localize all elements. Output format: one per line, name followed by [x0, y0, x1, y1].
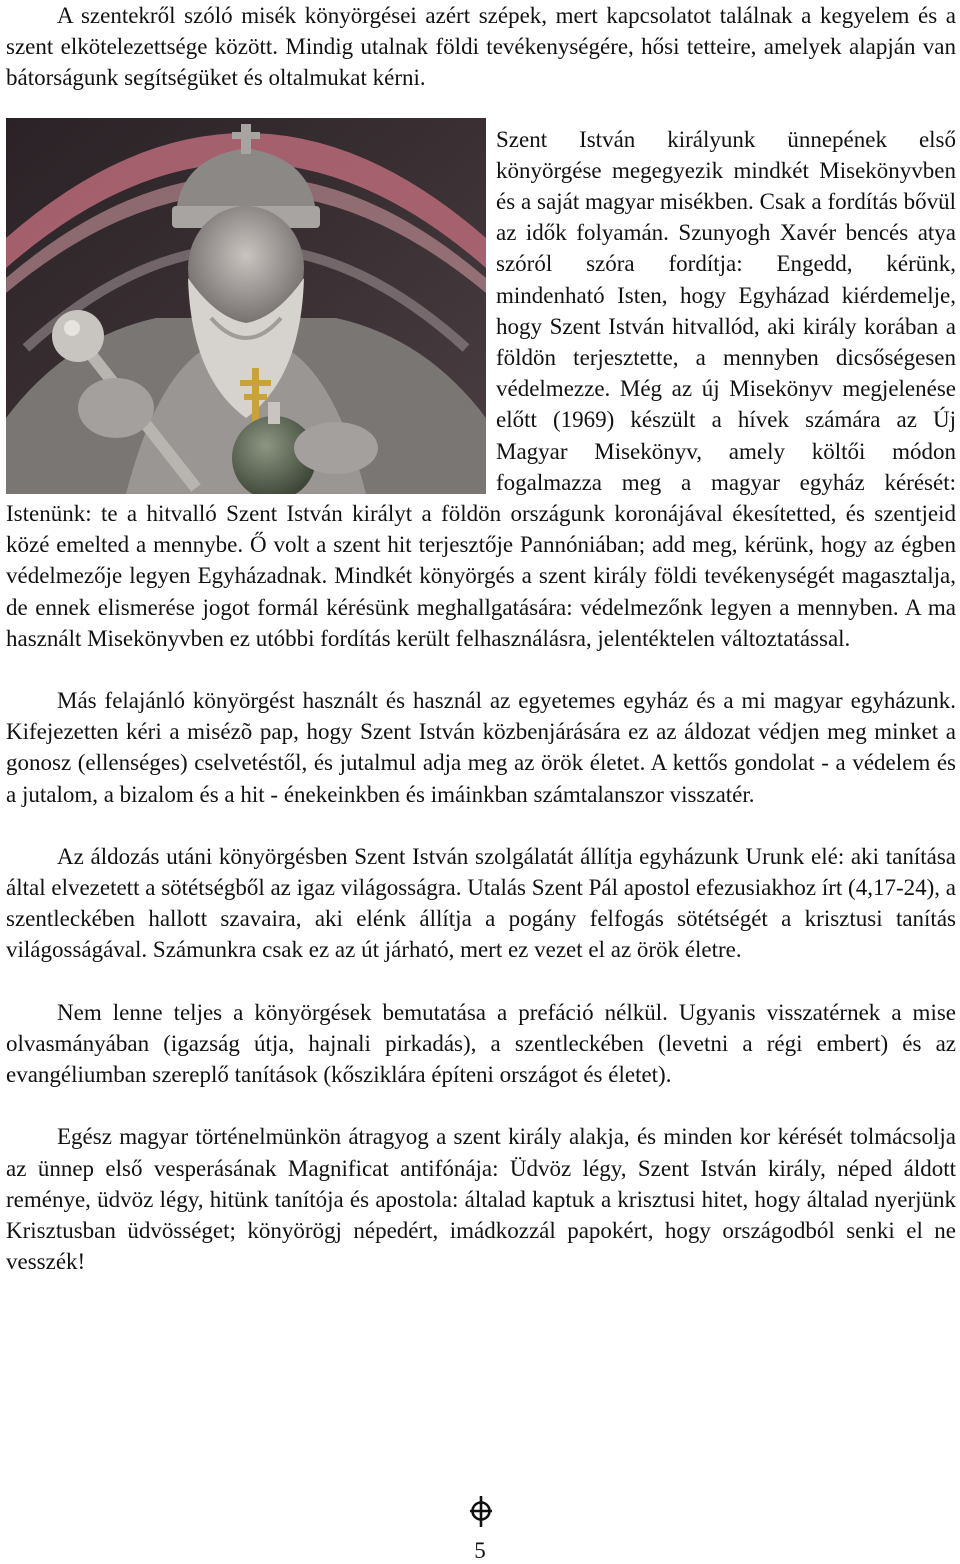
- paragraph-preface: Nem lenne teljes a könyörgések bemutatása a prefáció nélkül. Ugyanis visszatérnek a mise olvasmányában (igazság útja, hajnali pirkadás), a szentleckében (levetni a régi embert) és az evangéliumban szereplő tanítások (kősziklára építeni országot és életet).: [6, 999, 956, 1088]
- paragraph-gap: [6, 94, 956, 116]
- paragraph-first-prayer: Szent István királyunk ünnepének első könyörgése megegyezik mindkét Misekönyvben és a saját magyar misékben. Csak a fordítás bővül az idők folyamán. Szunyogh Xavér bencés atya szóról szóra fordítja: Engedd, kérünk, mindenható Isten, hogy Egyházad kiérdemelje, hogy Szent István hitvallód, aki király korában a földön terjesztette, a mennyben dicsőségesen védelmezze. Még az új Misekönyv megjelenése előtt (1969) készült a hívek számára az Új Magyar Misekönyv, amely költői módon fogalmazza meg a magyar egyház kérését: Istenünk: te a hitvalló Szent István királyt a földön országunk koronájával ékesítetted, és szentjeid közé emelted a mennybe. Ő volt a szent hit terjesztője Pannóniában; add meg, kérünk, hogy az égben védelmezője legyen Egyházadnak. Mindkét könyörgés a szent király földi tevékenységét magasztalja, de ennek elismerése jogot formál kérésünk meghallgatására: védelmezőnk legyen a mennyben. A ma használt Misekönyvben ez utóbbi fordítás került felhasználásra, jelentéktelen változtatással.: [6, 126, 956, 651]
- paragraph-gap: [6, 654, 956, 685]
- saint-stephen-statue-image: [6, 118, 486, 494]
- page-number: 5: [474, 1538, 486, 1563]
- paragraph-gap: [6, 810, 956, 841]
- cross-circle-icon: [466, 1494, 496, 1528]
- paragraph-gap: [6, 966, 956, 997]
- paragraph-communion: Az áldozás utáni könyörgésben Szent István szolgálatát állítja egyházunk Urunk elé: aki tanítása által elvezetett a sötétségből az igaz világosságra. Utalás Szent Pál apostol efezusiakhoz írt (4,17-24), a szentleckében hallott szavaira, aki elénk állítja a pogány felfogás sötétségét a krisztusi tanítás világosságával. Számunkra csak ez az út járható, mert ez vezet el az örök életre.: [6, 843, 956, 963]
- page-content: [6, 0, 956, 1277]
- paragraph-intro: A szentekről szóló misék könyörgései azért szépek, mert kapcsolatot találnak a kegyelem és a szent elkötelezettsége között. Mindig utalnak földi tevékenységére, hősi tetteire, amelyek alapján van bátorságunk segítségüket és oltalmukat kérni.: [6, 3, 956, 91]
- paragraph-gap: [6, 1090, 956, 1121]
- paragraph-offertory: Más felajánló könyörgést használt és használ az egyetemes egyház és a mi magyar egyházunk. Kifejezetten kéri a misézõ pap, hogy Szent István közbenjárására ez az áldozat védjen meg minket a gonosz (ellenséges) cselvetéstől, és jutalmul adja meg az örök életet. A kettős gondolat - a védelem és a jutalom, a bizalom és a hit - énekeinkben és imáinkban számtalanszor visszatér.: [6, 688, 956, 807]
- paragraph-magnificat: Egész magyar történelmünkön átragyog a szent király alakja, és minden kor kérését tolmácsolja az ünnep első vesperásának Magnificat antifónája: Üdvöz légy, Szent István király, néped áldott reménye, üdvöz légy, hitünk tanítója és apostola: általad kaptuk a krisztusi hitet, hogy általad nyerjünk Krisztusban üdvösséget; könyörögj népedért, imádkozzál papokért, hogy országodból senki el ne vesszék!: [6, 1124, 956, 1275]
